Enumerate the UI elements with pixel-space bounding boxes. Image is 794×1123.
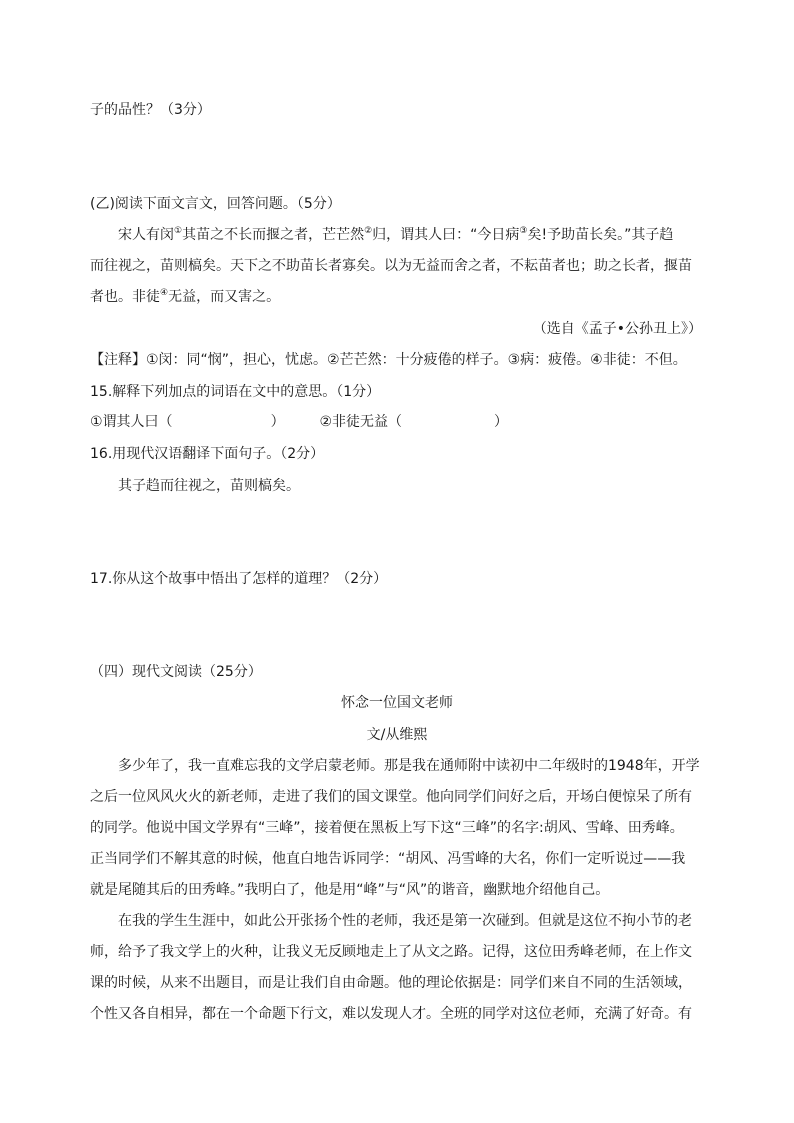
paragraph-line: 在我的学生生涯中，如此公开张扬个性的老师，我还是第一次碰到。但就是这位不拘小节的老	[118, 913, 692, 929]
passage-text: 无益，而又害之。	[168, 289, 281, 305]
passage-text: 矣!予助苗长矣。”其子趋	[527, 227, 674, 243]
question-14-tail: 子的品性？（3分）	[90, 102, 211, 118]
question-15-items	[90, 412, 508, 432]
paragraph-line: 的同学。他说中国文学界有“三峰”，接着便在黑板上写下这“三峰”的名字:胡风、雪峰、田秀峰。	[90, 820, 684, 836]
footnote-marker: ④	[160, 288, 169, 298]
q15-item-b: ②非徒无益（	[319, 414, 403, 430]
classical-passage-line-1	[118, 225, 673, 245]
question-15: 15.解释下列加点的词语在文中的意思。（1分）	[90, 384, 381, 400]
passage-text: 宋人有闵	[118, 227, 174, 243]
paragraph-line: 课的时候，从来不出题目，而是让我们自由命题。他的理论依据是：同学们来自不同的生活领域，	[90, 975, 692, 991]
paragraph-line: 个性又各自相异，都在一个命题下行文，难以发现人才。全班的同学对这位老师，充满了好奇。有	[90, 1006, 692, 1022]
question-16-sentence: 其子趋而往视之，苗则槁矣。	[118, 478, 300, 494]
paragraph-line: 师，给予了我文学上的火种，让我义无反顾地走上了从文之路。记得，这位田秀峰老师，在上作文	[90, 944, 692, 960]
article-title: 怀念一位国文老师	[341, 695, 453, 711]
passage-source: （选自《孟子•公孙丑上》）	[532, 321, 702, 337]
q15-item-a-close: ）	[270, 414, 285, 430]
q15-item-b-close: ）	[494, 414, 509, 430]
passage-text: 归，谓其人曰：“今日病	[372, 227, 520, 243]
passage-text: 其苗之不长而揠之者，芒芒然	[182, 227, 365, 243]
passage-text: 者也。非徒	[90, 289, 160, 305]
footnote-marker: ③	[519, 226, 528, 236]
paragraph-line: 正当同学们不解其意的时候，他直白地告诉同学：“胡风、冯雪峰的大名，你们一定听说过——我	[90, 851, 686, 867]
paragraph-line: 之后一位风风火火的新老师，走进了我们的国文课堂。他向同学们问好之后，开场白便惊呆了所有	[90, 789, 692, 805]
classical-passage-line-2: 而往视之，苗则槁矣。天下之不助苗长者寡矣。以为无益而舍之者，不耘苗者也；助之长者，揠苗	[90, 258, 692, 274]
classical-passage-line-3	[90, 287, 280, 307]
paragraph-line: 多少年了，我一直难忘我的文学启蒙老师。那是我在通师附中读初中二年级时的1948年，开学	[118, 758, 700, 774]
section-yi-heading: (乙)阅读下面文言文，回答问题。（5分）	[90, 196, 341, 212]
paragraph-line: 就是尾随其后的田秀峰。”我明白了，他是用“峰”与“风”的谐音，幽默地介绍他自己。	[90, 882, 610, 898]
q15-item-a: ①谓其人曰（	[90, 414, 173, 430]
footnote-marker: ②	[364, 226, 373, 236]
passage-notes: 【注释】①闵：同“悯”，担心，忧虑。②芒芒然：十分疲倦的样子。③病：疲倦。④非徒：不但。	[90, 352, 687, 368]
question-17: 17.你从这个故事中悟出了怎样的道理？（2分）	[90, 571, 388, 587]
footnote-marker: ①	[174, 226, 183, 236]
question-16: 16.用现代汉语翻译下面句子。（2分）	[90, 446, 325, 462]
article-author: 文/从维熙	[366, 727, 428, 743]
section-four-heading: （四）现代文阅读（25分）	[90, 664, 262, 680]
